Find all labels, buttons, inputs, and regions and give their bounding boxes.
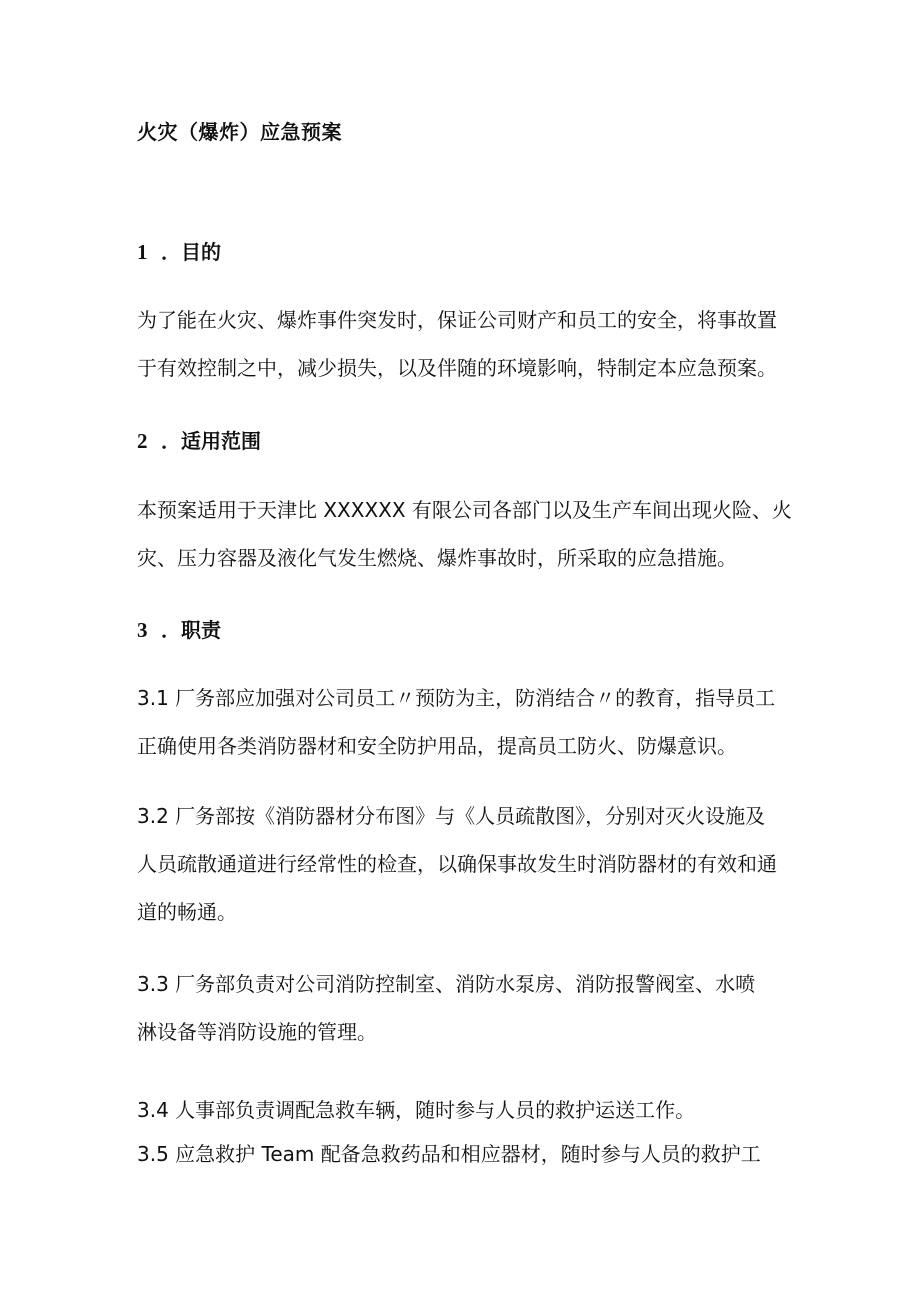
paragraph-line: 淋设备等消防设施的管理。 bbox=[137, 1020, 377, 1044]
duty-item-3-3 bbox=[137, 960, 797, 1056]
paragraph-line: 于有效控制之中，减少损失，以及伴随的环境影响，特制定本应急预案。 bbox=[137, 356, 777, 380]
document-title: 火灾（爆炸）应急预案 bbox=[137, 120, 342, 144]
duty-item-3-2 bbox=[137, 792, 797, 936]
section-heading-scope bbox=[137, 425, 261, 454]
paragraph-line: 3.2 厂务部按《消防器材分布图》与《人员疏散图》，分别对灭火设施及 bbox=[137, 804, 766, 828]
section-number: 1 bbox=[137, 240, 148, 264]
section-title: ．目的 bbox=[161, 240, 221, 264]
paragraph-line: 为了能在火灾、爆炸事件突发时，保证公司财产和员工的安全，将事故置 bbox=[137, 308, 777, 332]
paragraph-line: 3.5 应急救护 Team 配备急救药品和相应器材，随时参与人员的救护工 bbox=[137, 1142, 761, 1166]
duty-item-3-1 bbox=[137, 674, 797, 770]
paragraph-line: 3.4 人事部负责调配急救车辆，随时参与人员的救护运送工作。 bbox=[137, 1098, 696, 1122]
paragraph-line: 本预案适用于天津比 XXXXXX 有限公司各部门以及生产车间出现火险、火 bbox=[137, 498, 792, 522]
paragraph-line: 人员疏散通道进行经常性的检查，以确保事故发生时消防器材的有效和通 bbox=[137, 852, 777, 876]
paragraph-line: 3.1 厂务部应加强对公司员工〃预防为主，防消结合〃的教育，指导员工 bbox=[137, 686, 776, 710]
paragraph-line: 灾、压力容器及液化气发生燃烧、爆炸事故时，所采取的应急措施。 bbox=[137, 546, 737, 570]
section-title: ．适用范围 bbox=[161, 429, 261, 453]
paragraph-scope bbox=[137, 486, 797, 582]
paragraph-line: 正确使用各类消防器材和安全防护用品，提高员工防火、防爆意识。 bbox=[137, 734, 737, 758]
section-title: ．职责 bbox=[161, 618, 221, 642]
section-number: 3 bbox=[137, 618, 148, 642]
duty-item-3-4-3-5 bbox=[137, 1088, 797, 1176]
paragraph-line: 道的畅通。 bbox=[137, 900, 237, 924]
section-heading-purpose bbox=[137, 236, 221, 265]
section-heading-duties bbox=[137, 614, 221, 643]
paragraph-purpose bbox=[137, 296, 797, 392]
paragraph-line: 3.3 厂务部负责对公司消防控制室、消防水泵房、消防报警阀室、水喷 bbox=[137, 972, 756, 996]
section-number: 2 bbox=[137, 429, 148, 453]
